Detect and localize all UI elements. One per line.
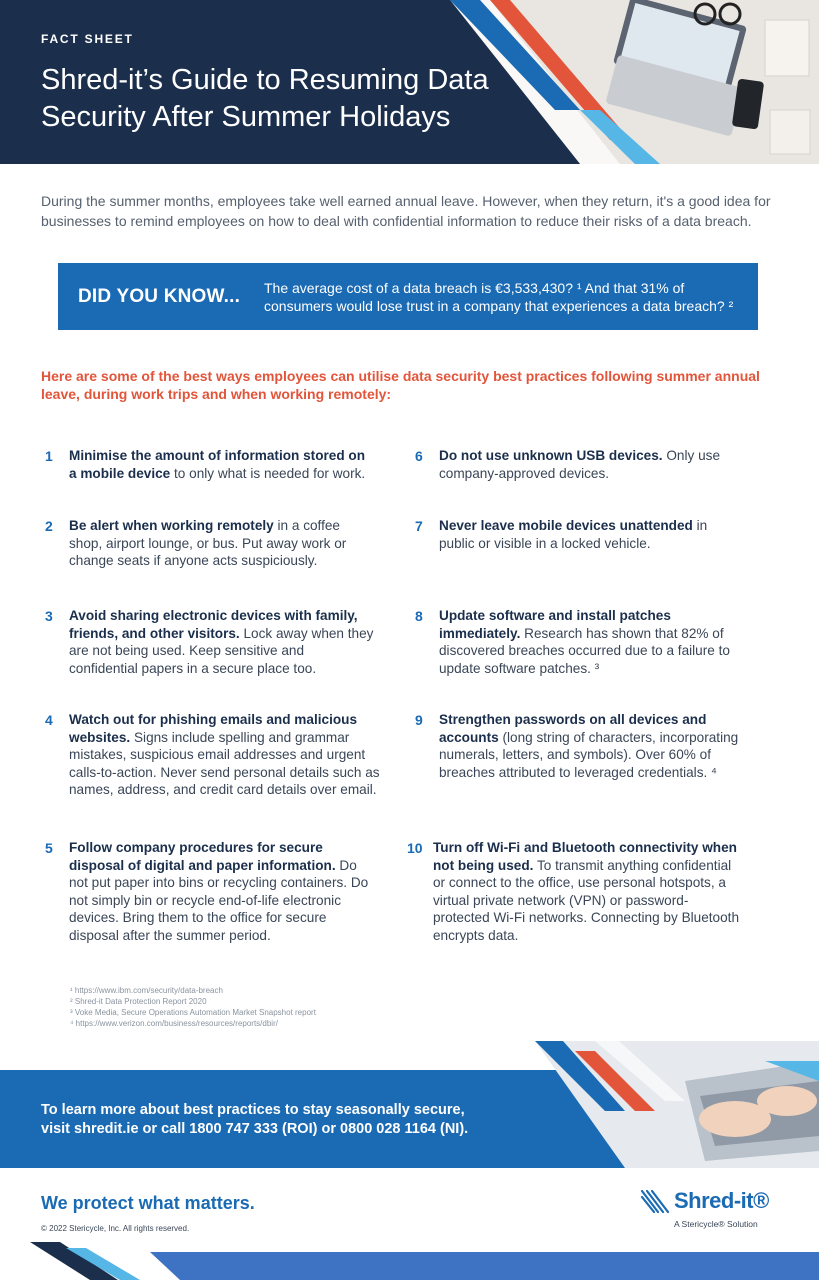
tip-rest: in a coffee shop, airport lounge, or bus. Put away work or change seats if anyone acts suspiciously. xyxy=(69,518,347,568)
tip-number: 10 xyxy=(407,840,423,856)
tip-text xyxy=(69,839,375,944)
tip-bold: Follow company procedures for secure disposal of digital and paper information. xyxy=(69,840,336,873)
tip-text xyxy=(69,711,390,799)
footnote: ¹ https://www.ibm.com/security/data-breach xyxy=(70,986,223,995)
tip-number: 7 xyxy=(415,518,423,534)
tip-text xyxy=(439,711,745,781)
shred-it-logo xyxy=(640,1186,780,1236)
tip-text xyxy=(439,607,745,677)
tip-rest: in public or visible in a locked vehicle. xyxy=(439,518,708,551)
did-you-know-box xyxy=(58,263,758,330)
tip-item xyxy=(415,607,745,677)
tip-bold: Do not use unknown USB devices. xyxy=(439,448,663,463)
tip-text xyxy=(439,517,745,552)
tip-number: 8 xyxy=(415,608,423,624)
tip-rest: to only what is needed for work. xyxy=(170,465,366,481)
typing-hands-photo-illustration xyxy=(535,1041,819,1168)
tip-number: 4 xyxy=(45,712,53,728)
tip-number: 6 xyxy=(415,448,423,464)
tip-text xyxy=(69,447,375,482)
tip-number: 2 xyxy=(45,518,53,534)
tip-item xyxy=(45,839,375,944)
footnote: ⁴ https://www.verizon.com/business/resources/reports/dbir/ xyxy=(70,1019,278,1028)
tip-number: 1 xyxy=(45,448,53,464)
tip-text xyxy=(439,447,745,482)
tip-text xyxy=(433,839,745,944)
contact-line-1: To learn more about best practices to stay seasonally secure, xyxy=(41,1102,465,1118)
tip-bold: Watch out for phishing emails and malicious websites. xyxy=(69,712,358,745)
tip-item xyxy=(45,517,375,570)
copyright: © 2022 Stericycle, Inc. All rights reserved. xyxy=(41,1224,190,1233)
tip-bold: Never leave mobile devices unattended xyxy=(439,518,693,533)
title-line-2: Security After Summer Holidays xyxy=(41,101,451,133)
logo-wordmark: Shred-it® xyxy=(674,1188,769,1213)
tip-rest: (long string of characters, incorporating numerals, letters, and symbols). Over 60% of breaches attributed to leveraged credentials. ⁴ xyxy=(439,729,739,780)
tip-item xyxy=(45,447,375,482)
tip-bold: Turn off Wi-Fi and Bluetooth connectivity when not being used. xyxy=(433,840,737,873)
footnote: ² Shred-it Data Protection Report 2020 xyxy=(70,997,207,1006)
tip-text xyxy=(69,607,375,677)
contact-line-2[interactable]: visit shredit.ie or call 1800 747 333 (ROI) or 0800 028 1164 (NI). xyxy=(41,1121,469,1137)
shred-lines-icon xyxy=(640,1188,672,1216)
tip-rest: To transmit anything confidential or connect to the office, use personal hotspots, a virtual private network (VPN) or password-protected Wi-Fi networks. Connecting by Bluetooth encrypts data. xyxy=(433,857,740,943)
tagline: We protect what matters. xyxy=(41,1193,255,1213)
tip-bold: Strengthen passwords on all devices and accounts xyxy=(439,712,707,745)
tip-item xyxy=(407,839,745,944)
tip-bold: Minimise the amount of information stored on a mobile device xyxy=(69,448,366,481)
did-you-know-heading: DID YOU KNOW... xyxy=(78,285,241,307)
tip-number: 3 xyxy=(45,608,53,624)
tip-rest: Only use company-approved devices. xyxy=(439,448,720,481)
tip-text xyxy=(69,517,375,570)
tip-number: 9 xyxy=(415,712,423,728)
tip-item xyxy=(415,447,745,482)
intro-paragraph: During the summer months, employees take well earned annual leave. However, when they return, it's a good idea for businesses to remind employees on how to deal with confidential information to reduce their risks of a data breach. xyxy=(41,193,771,229)
tip-bold: Be alert when working remotely xyxy=(69,518,274,533)
title-line-1: Shred-it’s Guide to Resuming Data xyxy=(41,64,489,96)
logo-subtitle: A Stericycle® Solution xyxy=(674,1219,758,1229)
contact-text xyxy=(41,1101,561,1139)
tip-rest: Research has shown that 82% of discovered breaches occurred due to a failure to update software patches. ³ xyxy=(439,625,730,676)
header-banner xyxy=(0,0,819,164)
tip-bold: Avoid sharing electronic devices with family, friends, and other visitors. xyxy=(69,608,358,641)
tip-bold: Update software and install patches immediately. xyxy=(439,608,671,641)
page-title xyxy=(41,62,561,136)
tip-rest: Lock away when they are not being used. Keep sensitive and confidential papers in a secure place too. xyxy=(69,625,374,676)
tip-item xyxy=(45,711,390,799)
fact-sheet-label: FACT SHEET xyxy=(41,32,134,46)
footnote: ³ Voke Media, Secure Operations Automation Market Snapshot report xyxy=(70,1008,316,1017)
lead-in-heading: Here are some of the best ways employees can utilise data security best practices following summer annual leave, during work trips and when working remotely: xyxy=(41,368,760,402)
tip-item xyxy=(45,607,375,677)
did-you-know-text: The average cost of a data breach is €3,533,430? ¹ And that 31% of consumers would lose trust in a company that experiences a data breach? ² xyxy=(264,279,734,314)
footnotes xyxy=(70,985,316,1029)
footer-stripe-decoration xyxy=(0,1238,819,1280)
tip-rest: Do not put paper into bins or recycling containers. Do not simply bin or recycle end-of-life electronic devices. Bring them to the office for secure disposal after the summer period. xyxy=(69,857,369,943)
tip-rest: Signs include spelling and grammar mistakes, suspicious email addresses and urgent calls-to-action. Never send personal details such as names, address, and credit card details over email. xyxy=(69,729,380,797)
tip-item xyxy=(415,517,745,552)
tip-item xyxy=(415,711,745,781)
tip-number: 5 xyxy=(45,840,53,856)
